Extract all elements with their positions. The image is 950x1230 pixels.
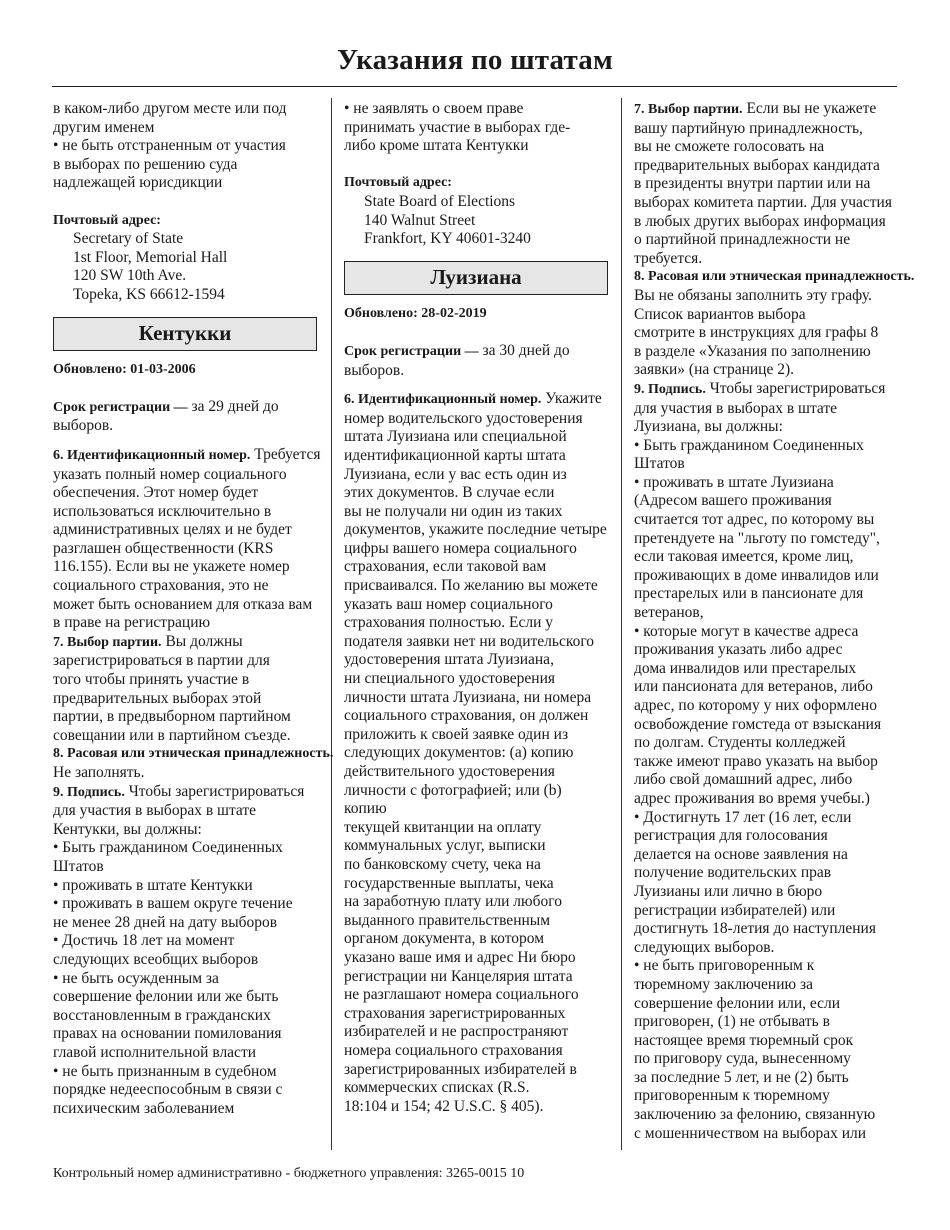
text-line: Луизиана, вы должны: <box>634 418 783 436</box>
text-line: указать полный номер социального <box>53 465 287 483</box>
text-line: указано ваше имя и адрес Ни бюро <box>344 948 576 966</box>
text-line: в любых других выборах информация <box>634 212 886 230</box>
text-line: не менее 28 дней на дату выборов <box>53 913 278 931</box>
text-line: может быть основанием для отказа вам <box>53 595 313 613</box>
text-line: вы не получали ни один из таких <box>344 502 563 520</box>
column-divider-1 <box>331 98 332 1150</box>
text-line: (Адресом вашего проживания <box>634 492 832 510</box>
text-line: делается на основе заявления на <box>634 845 848 863</box>
text-line: достигнуть 18-летия до наступления <box>634 920 876 938</box>
text-line: партии, в предвыборном партийном <box>53 708 291 726</box>
text-line: • проживать в вашем округе течение <box>53 895 293 913</box>
text-line: о партийной принадлежности не <box>634 231 851 249</box>
text-line: номер водительского удостоверения <box>344 409 583 427</box>
louisiana-sign-heading: 9. Подпись. Чтобы зарегистрироваться <box>634 379 886 397</box>
text-line: по долгам. Студенты колледжей <box>634 734 846 752</box>
text-line: восстановленным в гражданских <box>53 1006 271 1024</box>
text-line: следующих документов: (a) копию <box>344 744 574 762</box>
text-line: в каком-либо другом месте или под <box>53 100 287 117</box>
text-line: разглашен общественности (KRS <box>53 539 274 557</box>
text-line: либо свой домашний адрес, либо <box>634 771 853 789</box>
text-line: административных целях и не будет <box>53 521 292 539</box>
kentucky-sign-text <box>53 802 317 1118</box>
text-line: совершение фелонии или же быть <box>53 988 279 1006</box>
text-line: тюремному заключению за <box>634 975 813 993</box>
text-line: следующих выборов. <box>634 938 775 956</box>
kentucky-party-text <box>53 652 317 745</box>
column-2 <box>344 100 608 1116</box>
state-header-louisiana: Луизиана <box>344 261 608 295</box>
page-footer: Контрольный номер административно - бюджетного управления: 3265-0015 10 <box>53 1166 525 1181</box>
text-line: также имеют право указать на выбор <box>634 752 878 770</box>
text-line: коммунальных услуг, выписки <box>344 837 546 855</box>
text-line: подателя заявки нет ни водительского <box>344 632 595 650</box>
text-line: социального страхования, это не <box>53 577 269 595</box>
text-line: этих документов. В случае если <box>344 484 555 502</box>
kentucky-intro <box>344 100 608 156</box>
text-line: • Достигнуть 17 лет (16 лет, если <box>634 808 852 826</box>
text-line: в праве на регистрацию <box>53 614 211 632</box>
text-line: • не быть приговоренным к <box>634 957 815 975</box>
kentucky-id-text <box>53 466 317 633</box>
louisiana-party-text <box>634 120 898 269</box>
kentucky-deadline: Срок регистрации — за 29 дней до <box>53 397 279 415</box>
text-line: Луизиана, если у вас есть один из <box>344 465 567 483</box>
text-line: • не заявлять о своем праве <box>344 100 524 117</box>
text-line: главой исполнительной власти <box>53 1043 257 1061</box>
text-line: не разглашают номера социального <box>344 986 579 1004</box>
text-line: действительного удостоверения <box>344 763 555 780</box>
text-line: проживания указать либо адрес <box>634 641 843 659</box>
kansas-intro <box>53 100 317 193</box>
text-line: обеспечения. Этот номер будет <box>53 484 259 502</box>
text-line: штата Луизиана или специальной <box>344 428 567 446</box>
text-line: органом документа, в котором <box>344 930 545 948</box>
text-line: считается тот адрес, по которому вы <box>634 511 875 529</box>
text-line: Frankfort, KY 40601-3240 <box>364 230 531 248</box>
text-line: указать ваш номер социального <box>344 595 553 613</box>
text-line: 18:104 и 154; 42 U.S.C. § 405). <box>344 1097 544 1115</box>
louisiana-id-text <box>344 410 608 1117</box>
text-line: по банковскому счету, чека на <box>344 855 541 873</box>
text-line: или пансионата для ветеранов, либо <box>634 678 873 696</box>
text-line: принимать участие в выборах где- <box>344 118 571 136</box>
text-line: зарегистрироваться в партии для <box>53 652 270 670</box>
louisiana-updated: Обновлено: 28-02-2019 <box>344 305 487 321</box>
text-line: предварительных выборах кандидата <box>634 156 880 174</box>
text-line: на заработную плату или любого <box>344 893 562 911</box>
text-line: социального страхования, он должен <box>344 707 589 725</box>
column-3 <box>634 100 915 1143</box>
title-divider <box>52 86 897 87</box>
text-line: для участия в выборах в штате <box>53 802 257 820</box>
column-divider-2 <box>621 98 622 1150</box>
louisiana-sign-text <box>634 400 898 1144</box>
kentucky-mail-label: Почтовый адрес: <box>344 175 452 191</box>
text-line: адрес, по которому у них оформлено <box>634 697 877 714</box>
text-line: заключению за фелонию, связанную <box>634 1106 876 1124</box>
text-line: документов, укажите последние четыре <box>344 521 607 539</box>
text-line: в выборах по решению суда <box>53 155 238 173</box>
kentucky-sign-heading: 9. Подпись. Чтобы зарегистрироваться <box>53 782 305 800</box>
text-line: приговоренным к тюремному <box>634 1087 830 1105</box>
text-line: личности с фотографией; или (b) <box>344 781 562 799</box>
text-line: освобождение гомстеда от взыскания <box>634 715 882 733</box>
text-line: того чтобы принять участие в <box>53 671 250 689</box>
text-line: правах на основании помилования <box>53 1025 282 1043</box>
kentucky-party-heading: 7. Выбор партии. Вы должны <box>53 632 243 650</box>
text-line: в президенты внутри партии или на <box>634 175 871 193</box>
text-line: Secretary of State <box>73 230 184 248</box>
text-line: выборах комитета партии. Для участия <box>634 193 892 211</box>
text-line: • проживать в штате Кентукки <box>53 876 253 894</box>
text-line: настоящее время тюремный срок <box>634 1031 854 1049</box>
louisiana-race-text <box>634 287 898 380</box>
louisiana-race-heading: 8. Расовая или этническая принадлежность. <box>634 269 915 285</box>
text-line: надлежащей юрисдикции <box>53 174 223 192</box>
text-line: • Быть гражданином Соединенных <box>53 839 283 857</box>
text-line: если таковая имеется, кроме лиц, <box>634 548 854 566</box>
text-line: избирателей и не распространяют <box>344 1023 569 1041</box>
text-line: 120 SW 10th Ave. <box>73 267 187 285</box>
text-line: получение водительских прав <box>634 864 832 882</box>
text-line: адрес проживания во время учебы.) <box>634 789 870 807</box>
state-header-kentucky: Кентукки <box>53 317 317 351</box>
text-line: регистрации избирателей) или <box>634 901 836 919</box>
text-line: приложить к своей заявке один из <box>344 725 569 743</box>
text-line: номера социального страхования <box>344 1041 563 1059</box>
text-line: приговорен, (1) не отбывать в <box>634 1013 830 1031</box>
kentucky-race-text: Не заполнять. <box>53 764 145 781</box>
text-line: Список вариантов выбора <box>634 305 806 323</box>
text-line: государственные выплаты, чека <box>344 874 554 892</box>
text-line: выданного правительственным <box>344 911 551 929</box>
text-line: личности штата Луизиана, ни номера <box>344 688 592 706</box>
text-line: по приговору суда, вынесенному <box>634 1050 851 1068</box>
text-line: Кентукки, вы должны: <box>53 820 202 838</box>
text-line: Topeka, KS 66612-1594 <box>73 285 225 303</box>
text-line: вы не сможете голосовать на <box>634 138 825 156</box>
text-line: присваивался. По желанию вы можете <box>344 577 598 595</box>
text-line: • Быть гражданином Соединенных <box>634 436 864 454</box>
text-line: • не быть отстраненным от участия <box>53 137 286 155</box>
text-line: дома инвалидов или престарелых <box>634 659 857 677</box>
text-line: вашу партийную принадлежность, <box>634 119 863 137</box>
text-line: проживающих в доме инвалидов или <box>634 566 879 584</box>
text-line: 140 Walnut Street <box>364 211 476 229</box>
text-line: ветеранов, <box>634 604 704 622</box>
text-line: Штатов <box>53 857 104 875</box>
text-line: другим именем <box>53 118 155 136</box>
text-line: в разделе «Указания по заполнению <box>634 342 871 360</box>
page-title: Указания по штатам <box>337 44 613 76</box>
kentucky-deadline-cont: выборов. <box>53 417 114 435</box>
kentucky-race-heading: 8. Расовая или этническая принадлежность. <box>53 746 334 762</box>
text-line: зарегистрированных избирателей в <box>344 1060 577 1078</box>
text-line: за последние 5 лет, и не (2) быть <box>634 1068 849 1086</box>
text-line: • Достичь 18 лет на момент <box>53 932 235 950</box>
text-line: 116.155). Если вы не укажете номер <box>53 558 290 576</box>
louisiana-deadline-cont: выборов. <box>344 361 405 379</box>
kentucky-address <box>344 193 608 249</box>
text-line: • не быть признанным в судебном <box>53 1062 277 1080</box>
text-line: текущей квитанции на оплату <box>344 818 542 836</box>
text-line: Луизианы или лично в бюро <box>634 882 823 900</box>
text-line: использоваться исключительно в <box>53 502 272 520</box>
text-line: порядке недееспособным в связи с <box>53 1081 283 1099</box>
text-line: • не быть осужденным за <box>53 969 219 987</box>
text-line: цифры вашего номера социального <box>344 539 577 557</box>
kansas-address <box>53 230 317 304</box>
text-line: предварительных выборах этой <box>53 689 262 707</box>
kansas-mail-label: Почтовый адрес: <box>53 212 161 228</box>
text-line: страхования зарегистрированных <box>344 1004 566 1022</box>
louisiana-id-heading: 6. Идентификационный номер. Укажите <box>344 390 602 408</box>
text-line: престарелых или в пансионате для <box>634 585 864 603</box>
text-line: удостоверения штата Луизиана, <box>344 651 554 669</box>
text-line: либо кроме штата Кентукки <box>344 137 529 155</box>
text-line: регистрации ни Канцелярия штата <box>344 967 573 985</box>
text-line: Вы не обязаны заполнить эту графу. <box>634 286 872 304</box>
text-line: заявки» (на странице 2). <box>634 361 795 379</box>
column-1 <box>53 100 334 1118</box>
kentucky-id-heading: 6. Идентификационный номер. Требуется <box>53 445 321 463</box>
text-line: смотрите в инструкциях для графы 8 <box>634 324 879 342</box>
text-line: страхования полностью. Если у <box>344 614 554 632</box>
text-line: психическим заболеванием <box>53 1099 235 1117</box>
text-line: ни специального удостоверения <box>344 670 556 688</box>
text-line: • проживать в штате Луизиана <box>634 473 834 491</box>
louisiana-deadline: Срок регистрации — за 30 дней до <box>344 341 570 359</box>
text-line: совещании или в партийном съезде. <box>53 726 291 744</box>
text-line: регистрация для голосования <box>634 827 828 845</box>
text-line: Штатов <box>634 455 685 473</box>
text-line: с мошенничеством на выборах или <box>634 1124 867 1142</box>
text-line: требуется. <box>634 249 703 267</box>
text-line: страхования, если таковой вам <box>344 558 547 576</box>
text-line: следующих всеобщих выборов <box>53 950 259 968</box>
text-line: • которые могут в качестве адреса <box>634 622 859 640</box>
text-line: для участия в выборах в штате <box>634 399 838 417</box>
kentucky-updated: Обновлено: 01-03-2006 <box>53 361 196 377</box>
text-line: коммерческих списках (R.S. <box>344 1079 530 1097</box>
text-line: претендуете на "льготу по гомстеду", <box>634 529 880 547</box>
text-line: State Board of Elections <box>364 192 516 210</box>
text-line: копию <box>344 800 387 818</box>
text-line: идентификационной карты штата <box>344 446 566 464</box>
text-line: 1st Floor, Memorial Hall <box>73 248 228 266</box>
text-line: совершение фелонии или, если <box>634 994 841 1012</box>
louisiana-party-heading: 7. Выбор партии. Если вы не укажете <box>634 100 877 117</box>
